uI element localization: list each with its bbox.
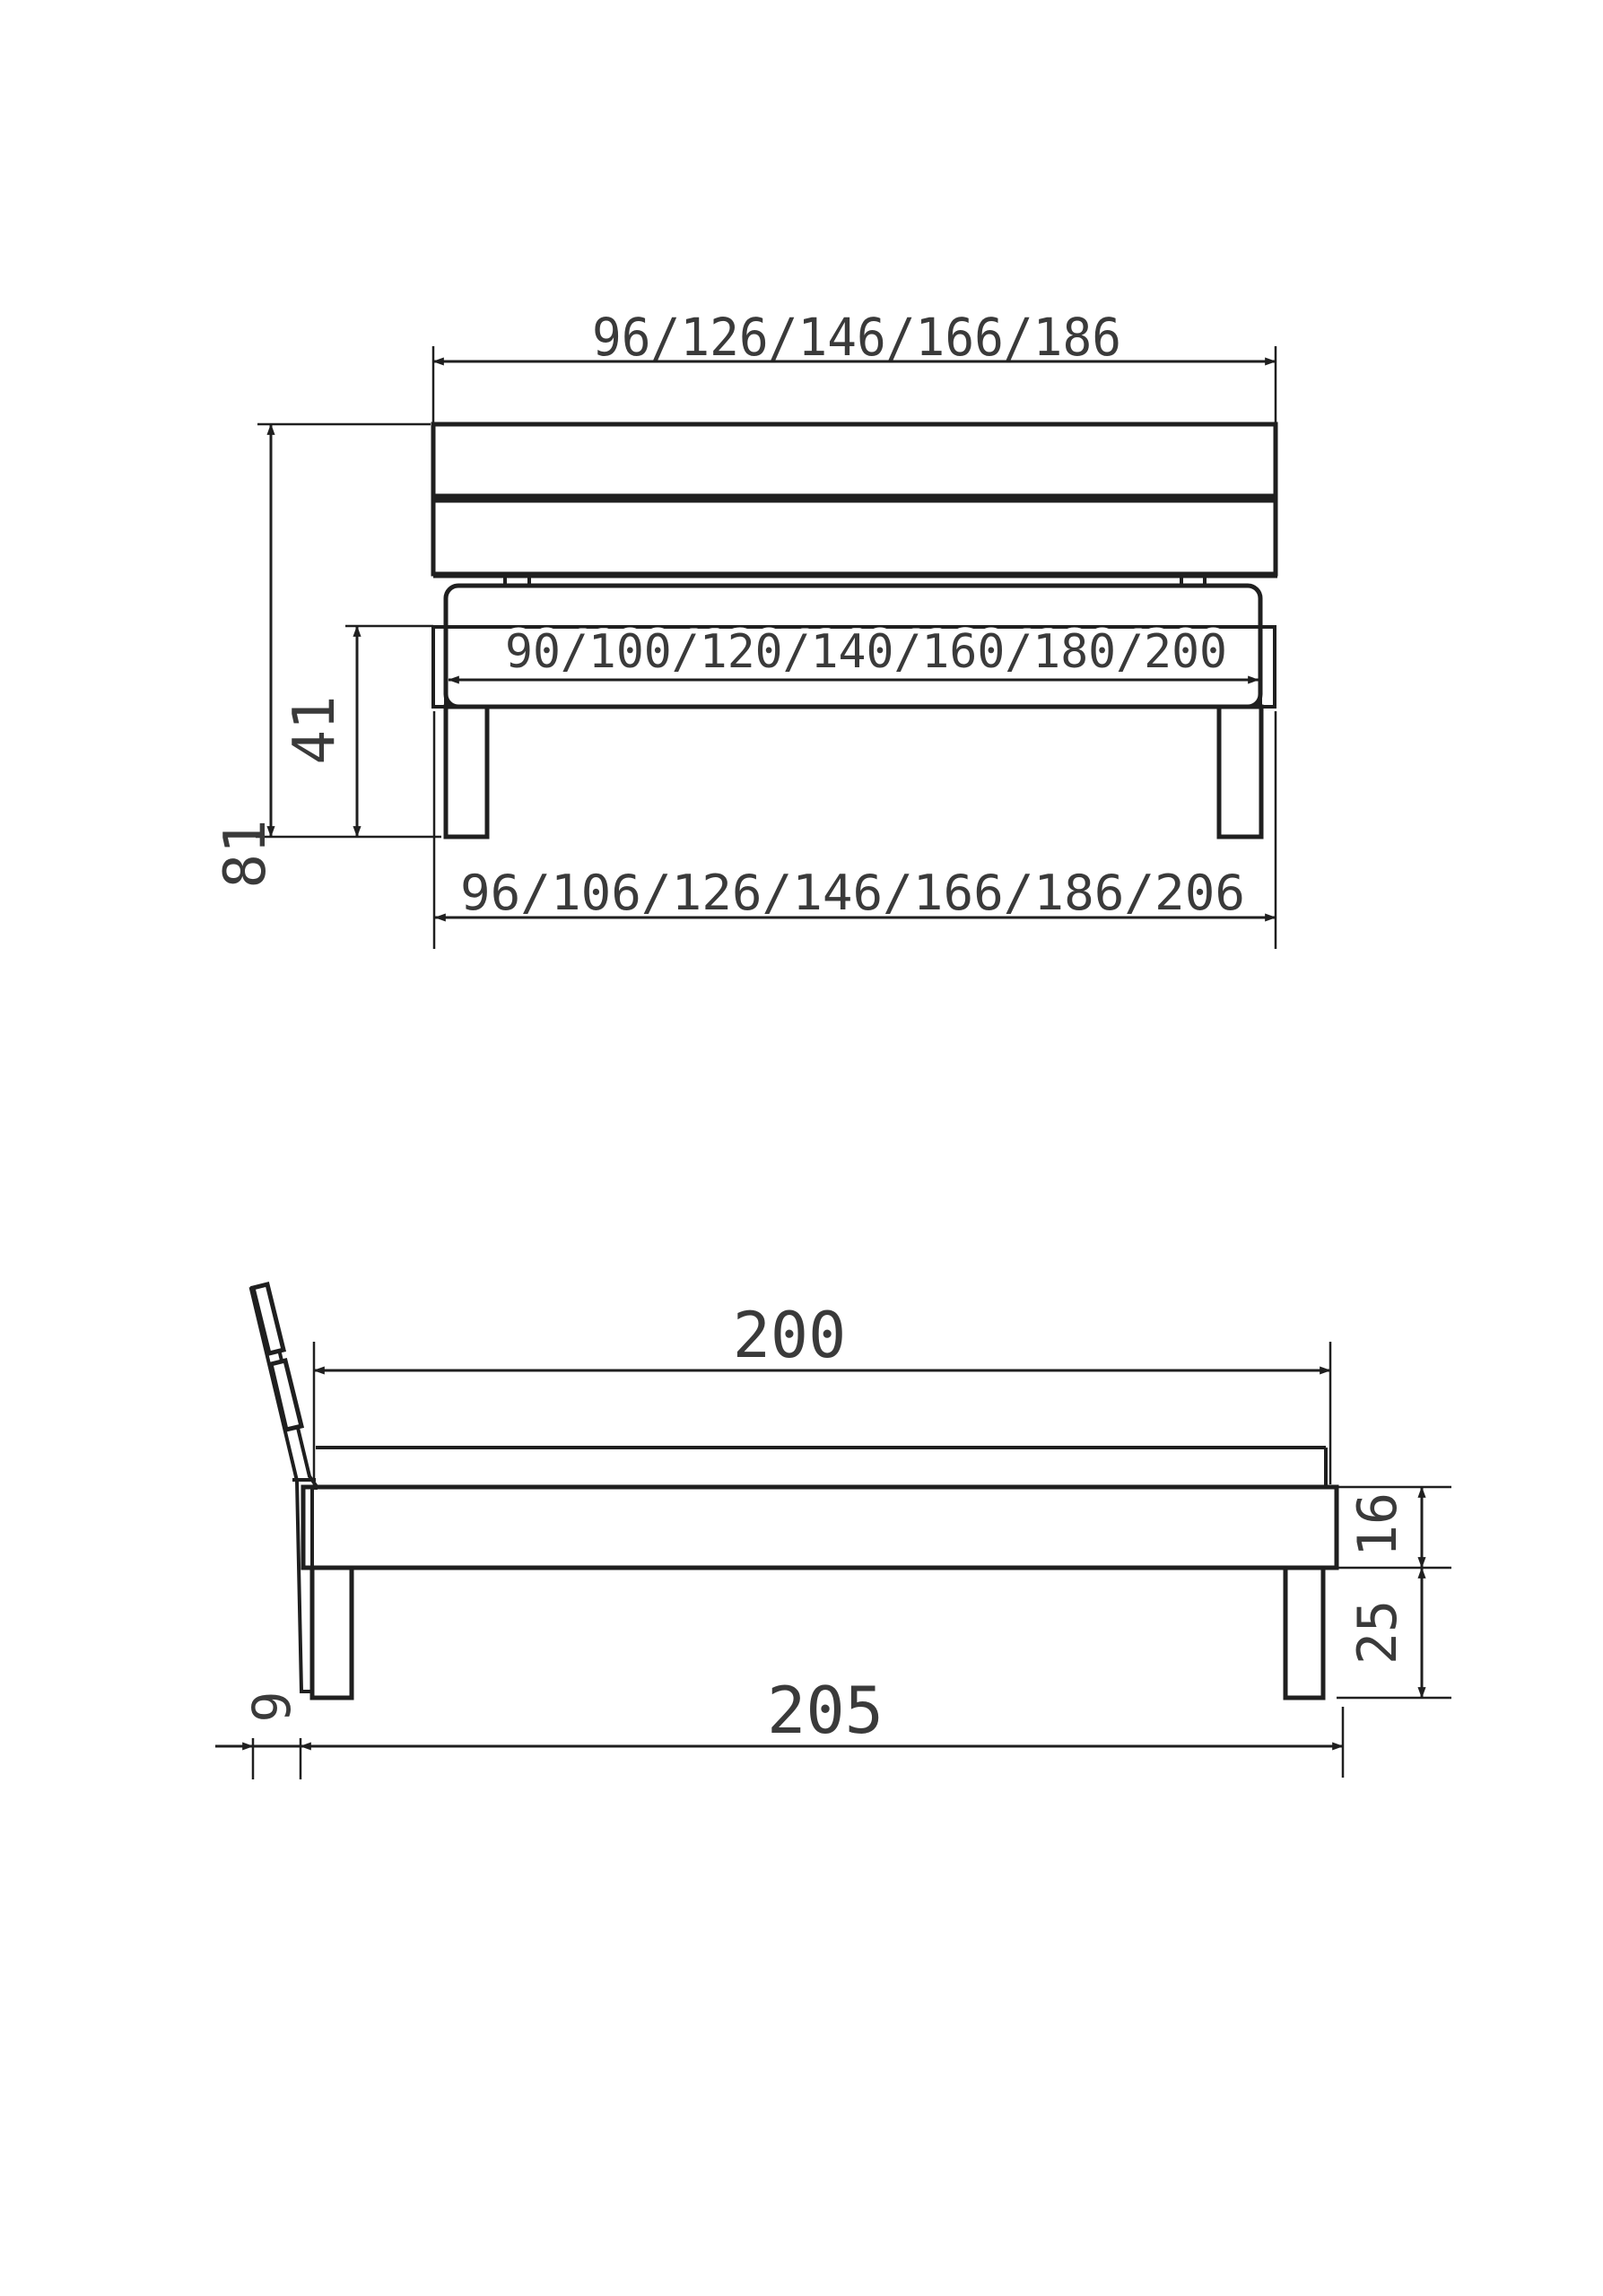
dim-label-side-headboard-offset: 9: [241, 1691, 302, 1723]
dim-label-front-total-height: 81: [213, 819, 279, 889]
dim-label-side-rail-height: 16: [1346, 1492, 1409, 1558]
dim-label-front-outer-width: 96/106/126/146/166/186/206: [460, 865, 1245, 921]
dim-label-front-frame-height: 41: [282, 695, 348, 765]
dim-label-side-leg-height: 25: [1346, 1599, 1409, 1665]
dim-label-side-inner-length: 200: [732, 1299, 847, 1372]
dim-label-side-total-length: 205: [766, 1673, 884, 1748]
dim-label-front-inner-width: 90/100/120/140/160/180/200: [505, 625, 1227, 679]
dim-front-inner-width: [449, 625, 1259, 680]
dim-label-front-headboard-width: 96/126/146/166/186: [592, 307, 1121, 368]
